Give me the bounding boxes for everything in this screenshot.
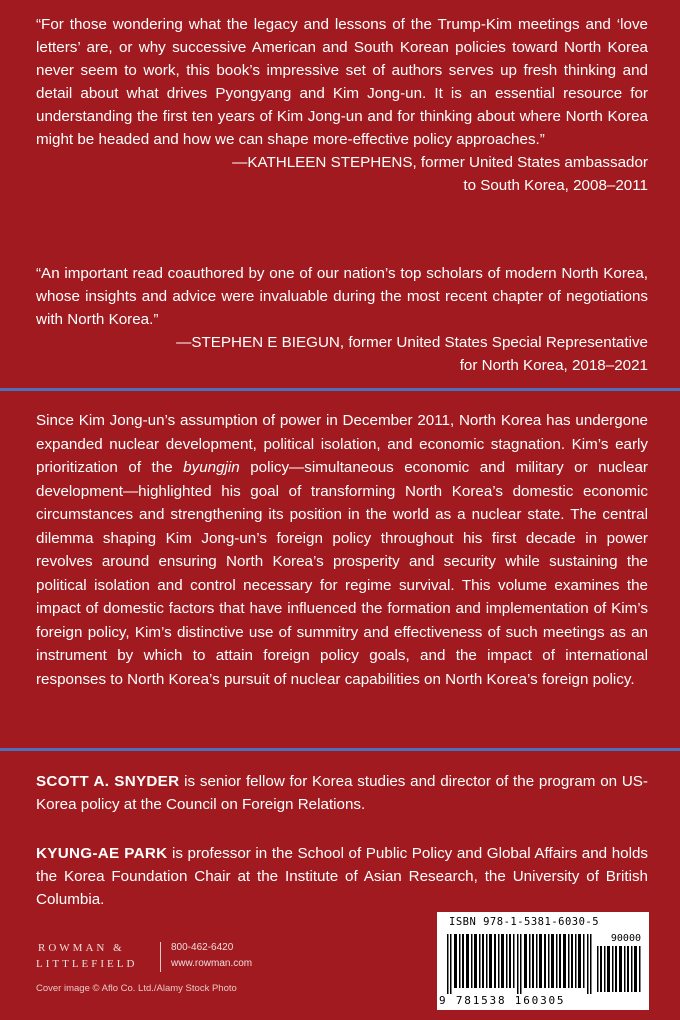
publisher-name-line: ROWMAN & [38, 942, 125, 954]
attribution-line: —STEPHEN E BIEGUN, former United States Special Representative [176, 334, 648, 351]
price-code: 90000 [610, 933, 641, 944]
barcode-addon-bars-icon [597, 946, 641, 992]
description-text: Since Kim Jong-un’s assumption of power in December 2011, North Korea has undergone expanded nuclear development, political isolation, and economic stagnation. Kim’s early prioritization of the [36, 412, 648, 476]
publisher-logo [36, 940, 253, 974]
publisher-website: www.rowman.com [171, 958, 253, 969]
publisher-name-line: LITTLEFIELD [36, 958, 138, 970]
attribution-line: to South Korea, 2008–2011 [463, 177, 648, 194]
attribution-line: for North Korea, 2018–2021 [459, 357, 648, 374]
author-name: SCOTT A. SNYDER [36, 773, 180, 790]
isbn-barcode [437, 912, 649, 1010]
barcode-digits: 9 781538 160305 [439, 994, 566, 1007]
endorsement-quote: “For those wondering what the legacy and lessons of the Trump-Kim meetings and ‘love letters’ are, or why successive American and South Korean policies toward North Korea never seem to work, this book’s impressive set of authors serves up fresh thinking and detail about what drives Pyongyang and Kim Jong-un. It is an essential resource for understanding the first ten years of Kim Jong-un and for thinking about where North Korea might be headed and how we can shape more-effective policy approaches.” [36, 16, 648, 148]
author-bio-text: is senior fellow for Korea studies and director of the program on US-Korea policy at the Council on Foreign Relations. [36, 773, 648, 813]
cover-image-credit: Cover image © Aflo Co. Ltd./Alamy Stock Photo [36, 983, 237, 994]
endorsement-quote: “An important read coauthored by one of our nation’s top scholars of modern North Korea, whose insights and advice were invaluable during the most recent chapter of negotiations with North Korea.” [36, 265, 648, 328]
endorsement-attribution [36, 151, 648, 197]
publisher-phone: 800-462-6420 [171, 942, 234, 953]
book-description [36, 409, 648, 691]
author-bio-snyder [36, 770, 648, 816]
description-italic-term: byungjin [183, 459, 240, 476]
author-name: KYUNG-AE PARK [36, 845, 168, 862]
divider-line [0, 388, 680, 391]
isbn-text: ISBN 978-1-5381-6030-5 [449, 916, 600, 928]
attribution-line: —KATHLEEN STEPHENS, former United States ambassador [232, 154, 648, 171]
publisher-contact [171, 940, 252, 972]
publisher-separator [160, 942, 161, 972]
author-bio-park [36, 842, 648, 911]
barcode-bars-icon [447, 934, 593, 994]
endorsement-attribution [36, 331, 648, 377]
author-bio-text: is professor in the School of Public Policy and Global Affairs and holds the Korea Foundation Chair at the Institute of Asian Research, the University of British Columbia. [36, 845, 648, 908]
description-text: policy—simultaneous economic and military or nuclear development—highlighted his goal of transforming North Korea’s domestic economic circumstances and strengthening its position in the world as a nuclear state. The central dilemma shaping Kim Jong-un’s foreign policy throughout his first decade in power revolves around ensuring North Korea’s prosperity and security while sustaining the political isolation and control necessary for regime survival. This volume examines the impact of domestic factors that have influenced the formation and implementation of Kim’s foreign policy, Kim’s distinctive use of summitry and effectiveness of such meetings as an instrument by which to attain foreign policy goals, and the impact of international responses to North Korea’s pursuit of nuclear capabilities on North Korea’s foreign policy. [36, 459, 648, 688]
endorsement-biegun [36, 262, 648, 377]
divider-line [0, 748, 680, 751]
endorsement-stephens [36, 13, 648, 197]
